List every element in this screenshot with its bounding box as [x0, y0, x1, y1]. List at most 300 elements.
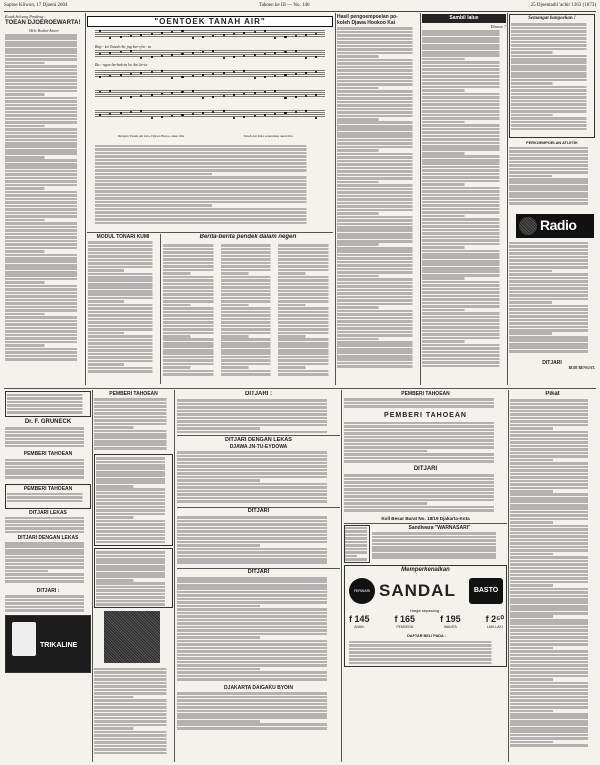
song-verses	[95, 144, 325, 228]
text-line	[509, 294, 595, 297]
divider	[87, 232, 333, 233]
text-line	[337, 205, 419, 208]
text-line	[177, 420, 340, 423]
text-line	[510, 713, 595, 716]
text-line	[422, 93, 506, 96]
text-line	[422, 305, 506, 308]
text-line	[422, 312, 506, 315]
text-line	[422, 340, 468, 343]
text-line	[511, 93, 593, 96]
text-line	[510, 542, 595, 545]
warnasari-ad	[344, 525, 507, 563]
text-line	[88, 255, 158, 258]
text-line	[221, 251, 276, 254]
text-line	[337, 306, 382, 309]
text-line	[422, 51, 506, 54]
modul-title: MODUL TONARI KUMI	[96, 234, 150, 240]
text-line	[337, 229, 419, 232]
ad-ditjari-lekas-title: DITJARI LEKAS	[29, 509, 67, 516]
text-line	[163, 321, 218, 324]
text-line	[94, 731, 173, 734]
text-line	[177, 598, 340, 601]
text-line	[88, 262, 158, 265]
text-line	[510, 480, 595, 483]
text-line	[344, 460, 507, 463]
ad-pemberi2-body	[7, 493, 89, 507]
text-line	[221, 269, 276, 272]
text-line	[177, 671, 340, 674]
text-line	[96, 495, 171, 498]
text-line	[221, 318, 276, 321]
text-line	[511, 65, 593, 68]
text-line	[422, 351, 506, 354]
text-line	[94, 699, 173, 702]
text-line	[163, 248, 218, 251]
text-line	[94, 745, 173, 748]
text-line	[278, 321, 333, 324]
text-line	[88, 339, 158, 342]
sandal-intro: Memperkenalkan	[401, 566, 450, 573]
text-line	[510, 553, 557, 556]
text-line	[337, 181, 382, 184]
radio-speaker-icon	[519, 217, 537, 235]
text-line	[177, 608, 340, 611]
text-line	[345, 537, 369, 540]
text-line	[88, 332, 127, 335]
kotak-byline: Oleh: Boeken Ameer.	[28, 28, 60, 33]
text-line	[278, 356, 333, 359]
ad-notices	[94, 667, 173, 757]
text-line	[5, 236, 83, 239]
text-line	[5, 260, 83, 263]
text-line	[278, 338, 333, 341]
column-rule	[508, 390, 509, 762]
text-line	[177, 469, 340, 472]
text-line	[510, 685, 595, 688]
text-line	[344, 432, 507, 435]
text-line	[337, 27, 419, 30]
text-line	[94, 440, 173, 443]
text-line	[422, 110, 506, 113]
text-line	[510, 504, 595, 507]
text-line	[511, 86, 593, 89]
text-line	[510, 636, 595, 639]
text-line	[163, 349, 218, 352]
text-line	[278, 244, 333, 247]
text-line	[509, 171, 595, 174]
text-line	[177, 668, 267, 671]
text-line	[337, 268, 419, 271]
text-line	[509, 319, 595, 322]
music-note	[192, 37, 194, 39]
text-line	[177, 417, 340, 420]
text-line	[345, 534, 369, 537]
text-line	[177, 455, 340, 458]
masthead-date: Saptoe Kliwon, 17 Djoeni 2604	[4, 3, 68, 8]
text-line	[95, 176, 325, 179]
text-line	[88, 297, 158, 300]
text-line	[278, 335, 308, 338]
text-line	[511, 75, 593, 78]
text-line	[337, 135, 419, 138]
text-line	[510, 703, 595, 706]
text-line	[422, 250, 506, 253]
atletik-title: PERKOEMPOELAN ATLETIK	[526, 141, 578, 145]
text-line	[509, 150, 595, 153]
text-line	[337, 87, 382, 90]
text-line	[5, 292, 83, 295]
text-line	[422, 44, 506, 47]
text-line	[5, 44, 83, 47]
music-note	[284, 36, 286, 38]
text-line	[94, 426, 137, 429]
text-line	[5, 107, 83, 110]
text-line	[5, 472, 91, 475]
text-line	[345, 551, 369, 554]
text-line	[177, 537, 340, 540]
text-line	[278, 307, 333, 310]
text-line	[5, 531, 91, 534]
text-line	[372, 532, 507, 535]
text-line	[337, 90, 419, 93]
text-line	[372, 556, 507, 559]
text-line	[94, 696, 137, 699]
text-line	[88, 311, 158, 314]
text-line	[422, 243, 506, 246]
text-line	[7, 411, 89, 414]
text-line	[511, 51, 556, 54]
text-line	[337, 261, 419, 264]
text-line	[88, 279, 158, 282]
music-note	[305, 95, 307, 97]
text-line	[163, 311, 218, 314]
text-line	[509, 350, 595, 353]
text-line	[221, 332, 276, 335]
text-line	[94, 689, 173, 692]
text-line	[221, 363, 276, 366]
text-line	[7, 401, 89, 404]
text-line	[5, 229, 83, 232]
text-line	[5, 205, 83, 208]
music-note	[192, 113, 194, 115]
text-line	[509, 346, 595, 349]
text-line	[5, 201, 83, 204]
text-line	[337, 108, 419, 111]
text-line	[510, 455, 595, 458]
text-line	[221, 297, 276, 300]
music-note	[284, 51, 286, 53]
text-line	[344, 402, 507, 405]
text-line	[422, 274, 506, 277]
text-line	[5, 243, 83, 246]
text-line	[337, 177, 419, 180]
text-line	[88, 363, 127, 366]
text-line	[337, 275, 382, 278]
text-line	[422, 309, 468, 312]
text-line	[177, 629, 340, 632]
hasil-article	[337, 14, 419, 384]
text-line	[509, 336, 595, 339]
text-line	[422, 330, 506, 333]
text-line	[95, 215, 325, 218]
text-line	[177, 497, 340, 500]
text-line	[5, 90, 83, 93]
text-line	[177, 720, 267, 723]
text-line	[511, 34, 593, 37]
text-line	[422, 152, 468, 155]
text-line	[177, 558, 340, 561]
text-line	[422, 337, 506, 340]
text-line	[88, 318, 158, 321]
sambil-column	[422, 14, 506, 384]
text-line	[94, 416, 173, 419]
text-line	[509, 175, 556, 178]
atletik-body	[509, 147, 595, 205]
music-note	[99, 76, 101, 78]
music-note	[284, 74, 286, 76]
text-line	[422, 267, 506, 270]
text-line	[94, 682, 173, 685]
text-line	[509, 287, 595, 290]
text-line	[5, 34, 83, 37]
text-line	[422, 138, 506, 141]
sambil-body	[422, 30, 506, 367]
masthead	[4, 3, 596, 10]
text-line	[221, 349, 276, 352]
text-line	[337, 264, 419, 267]
text-line	[344, 478, 507, 481]
text-line	[177, 696, 340, 699]
text-line	[422, 236, 506, 239]
text-line	[422, 323, 506, 326]
text-line	[510, 514, 595, 517]
text-line	[177, 500, 340, 503]
text-line	[88, 241, 158, 244]
text-line	[337, 250, 419, 253]
text-line	[509, 245, 595, 248]
text-line	[5, 288, 83, 291]
music-note	[264, 91, 266, 93]
text-line	[88, 300, 127, 303]
text-line	[349, 655, 504, 658]
text-line	[337, 41, 419, 44]
text-line	[337, 236, 419, 239]
text-line	[7, 404, 89, 407]
center-notices	[177, 391, 340, 763]
text-line	[5, 257, 83, 260]
text-line	[344, 495, 507, 498]
text-line	[177, 703, 340, 706]
music-note	[120, 97, 122, 99]
price-label: LAKI-LAKI	[486, 625, 503, 630]
text-line	[278, 297, 333, 300]
text-line	[510, 441, 595, 444]
text-line	[88, 321, 158, 324]
text-line	[96, 596, 171, 599]
music-note	[161, 70, 163, 72]
text-line	[278, 370, 333, 373]
text-line	[345, 530, 369, 533]
text-line	[94, 748, 173, 751]
text-line	[510, 490, 557, 493]
text-line	[177, 699, 340, 702]
text-line	[422, 365, 506, 368]
text-line	[177, 548, 340, 551]
right-pemberi-intro	[344, 398, 507, 412]
text-line	[510, 601, 595, 604]
text-line	[163, 318, 218, 321]
text-line	[5, 274, 83, 277]
music-note	[130, 50, 132, 52]
right-pemberi-title: PEMBERI TAHOEAN	[401, 391, 450, 397]
text-line	[278, 265, 333, 268]
text-line	[5, 170, 83, 173]
text-line	[510, 595, 595, 598]
text-line	[177, 622, 340, 625]
text-line	[337, 153, 419, 156]
music-note	[99, 114, 101, 116]
text-line	[88, 276, 158, 279]
center-ditjari3-title: DITJARI	[247, 508, 270, 515]
text-line	[510, 744, 595, 747]
text-line	[5, 434, 91, 437]
text-line	[5, 431, 91, 434]
music-note	[284, 112, 286, 114]
text-line	[7, 496, 89, 499]
price-value: f 145	[349, 613, 370, 624]
text-line	[221, 272, 251, 275]
text-line	[221, 352, 276, 355]
text-line	[95, 145, 325, 148]
text-line	[422, 201, 506, 204]
text-line	[177, 706, 340, 709]
text-line	[95, 148, 325, 151]
music-note	[264, 76, 266, 78]
text-line	[5, 208, 83, 211]
text-line	[5, 606, 91, 609]
text-line	[163, 269, 218, 272]
text-line	[510, 525, 595, 528]
text-line	[422, 194, 506, 197]
text-line	[177, 636, 267, 639]
text-line	[510, 682, 595, 685]
text-line	[5, 344, 48, 347]
text-line	[221, 258, 276, 261]
text-line	[511, 61, 593, 64]
kotak-body	[5, 34, 83, 361]
text-line	[422, 204, 506, 207]
music-note	[151, 56, 153, 58]
text-line	[96, 485, 137, 488]
text-line	[221, 244, 276, 247]
text-line	[510, 605, 595, 608]
text-line	[422, 347, 506, 350]
text-line	[278, 293, 333, 296]
text-line	[177, 555, 340, 558]
divider	[177, 507, 340, 508]
text-line	[278, 314, 333, 317]
text-line	[337, 299, 419, 302]
text-line	[5, 323, 83, 326]
text-line	[278, 300, 333, 303]
text-line	[221, 293, 276, 296]
kotak-kicker: Kotak Seloeng Pendeng :	[5, 14, 46, 19]
price-label: WANITA	[443, 625, 457, 630]
text-line	[177, 490, 340, 493]
text-line	[337, 115, 419, 118]
text-line	[337, 254, 419, 257]
text-line	[278, 276, 333, 279]
text-line	[5, 219, 48, 222]
text-line	[88, 259, 158, 262]
text-line	[5, 104, 83, 107]
text-line	[5, 142, 83, 145]
song-lyric-1: Bng - kit Tanah Air jng ber-tjin - ta	[95, 44, 152, 49]
text-line	[509, 181, 595, 184]
price-value: f 165	[394, 613, 416, 624]
text-line	[221, 279, 276, 282]
text-line	[96, 568, 171, 571]
text-line	[510, 406, 595, 409]
text-line	[510, 493, 595, 496]
text-line	[94, 727, 137, 730]
text-line	[337, 278, 419, 281]
text-line	[337, 104, 419, 107]
text-line	[510, 507, 595, 510]
text-line	[95, 180, 325, 183]
text-line	[88, 335, 158, 338]
text-line	[510, 629, 595, 632]
music-note	[264, 114, 266, 116]
text-line	[278, 304, 308, 307]
text-line	[422, 135, 506, 138]
text-line	[221, 276, 276, 279]
text-line	[5, 602, 91, 605]
text-line	[337, 94, 419, 97]
text-line	[5, 135, 83, 138]
text-line	[5, 330, 83, 333]
music-note	[192, 75, 194, 77]
text-line	[88, 290, 158, 293]
text-line	[337, 216, 419, 219]
text-line	[177, 591, 340, 594]
text-line	[422, 361, 506, 364]
text-line	[88, 269, 127, 272]
text-line	[509, 147, 595, 150]
text-line	[221, 300, 276, 303]
text-line	[422, 173, 506, 176]
text-line	[510, 563, 595, 566]
text-line	[422, 253, 506, 256]
semangat-body	[511, 23, 593, 130]
text-line	[5, 466, 91, 469]
music-note	[295, 35, 297, 37]
text-line	[509, 332, 556, 335]
divider	[177, 435, 340, 436]
text-line	[422, 82, 506, 85]
text-line	[5, 327, 83, 330]
text-line	[88, 353, 158, 356]
text-line	[278, 279, 333, 282]
text-line	[5, 69, 83, 72]
text-line	[5, 281, 48, 284]
text-line	[337, 111, 419, 114]
text-line	[7, 500, 89, 503]
text-line	[344, 422, 507, 425]
text-line	[422, 187, 506, 190]
text-line	[177, 410, 340, 413]
text-line	[372, 539, 507, 542]
